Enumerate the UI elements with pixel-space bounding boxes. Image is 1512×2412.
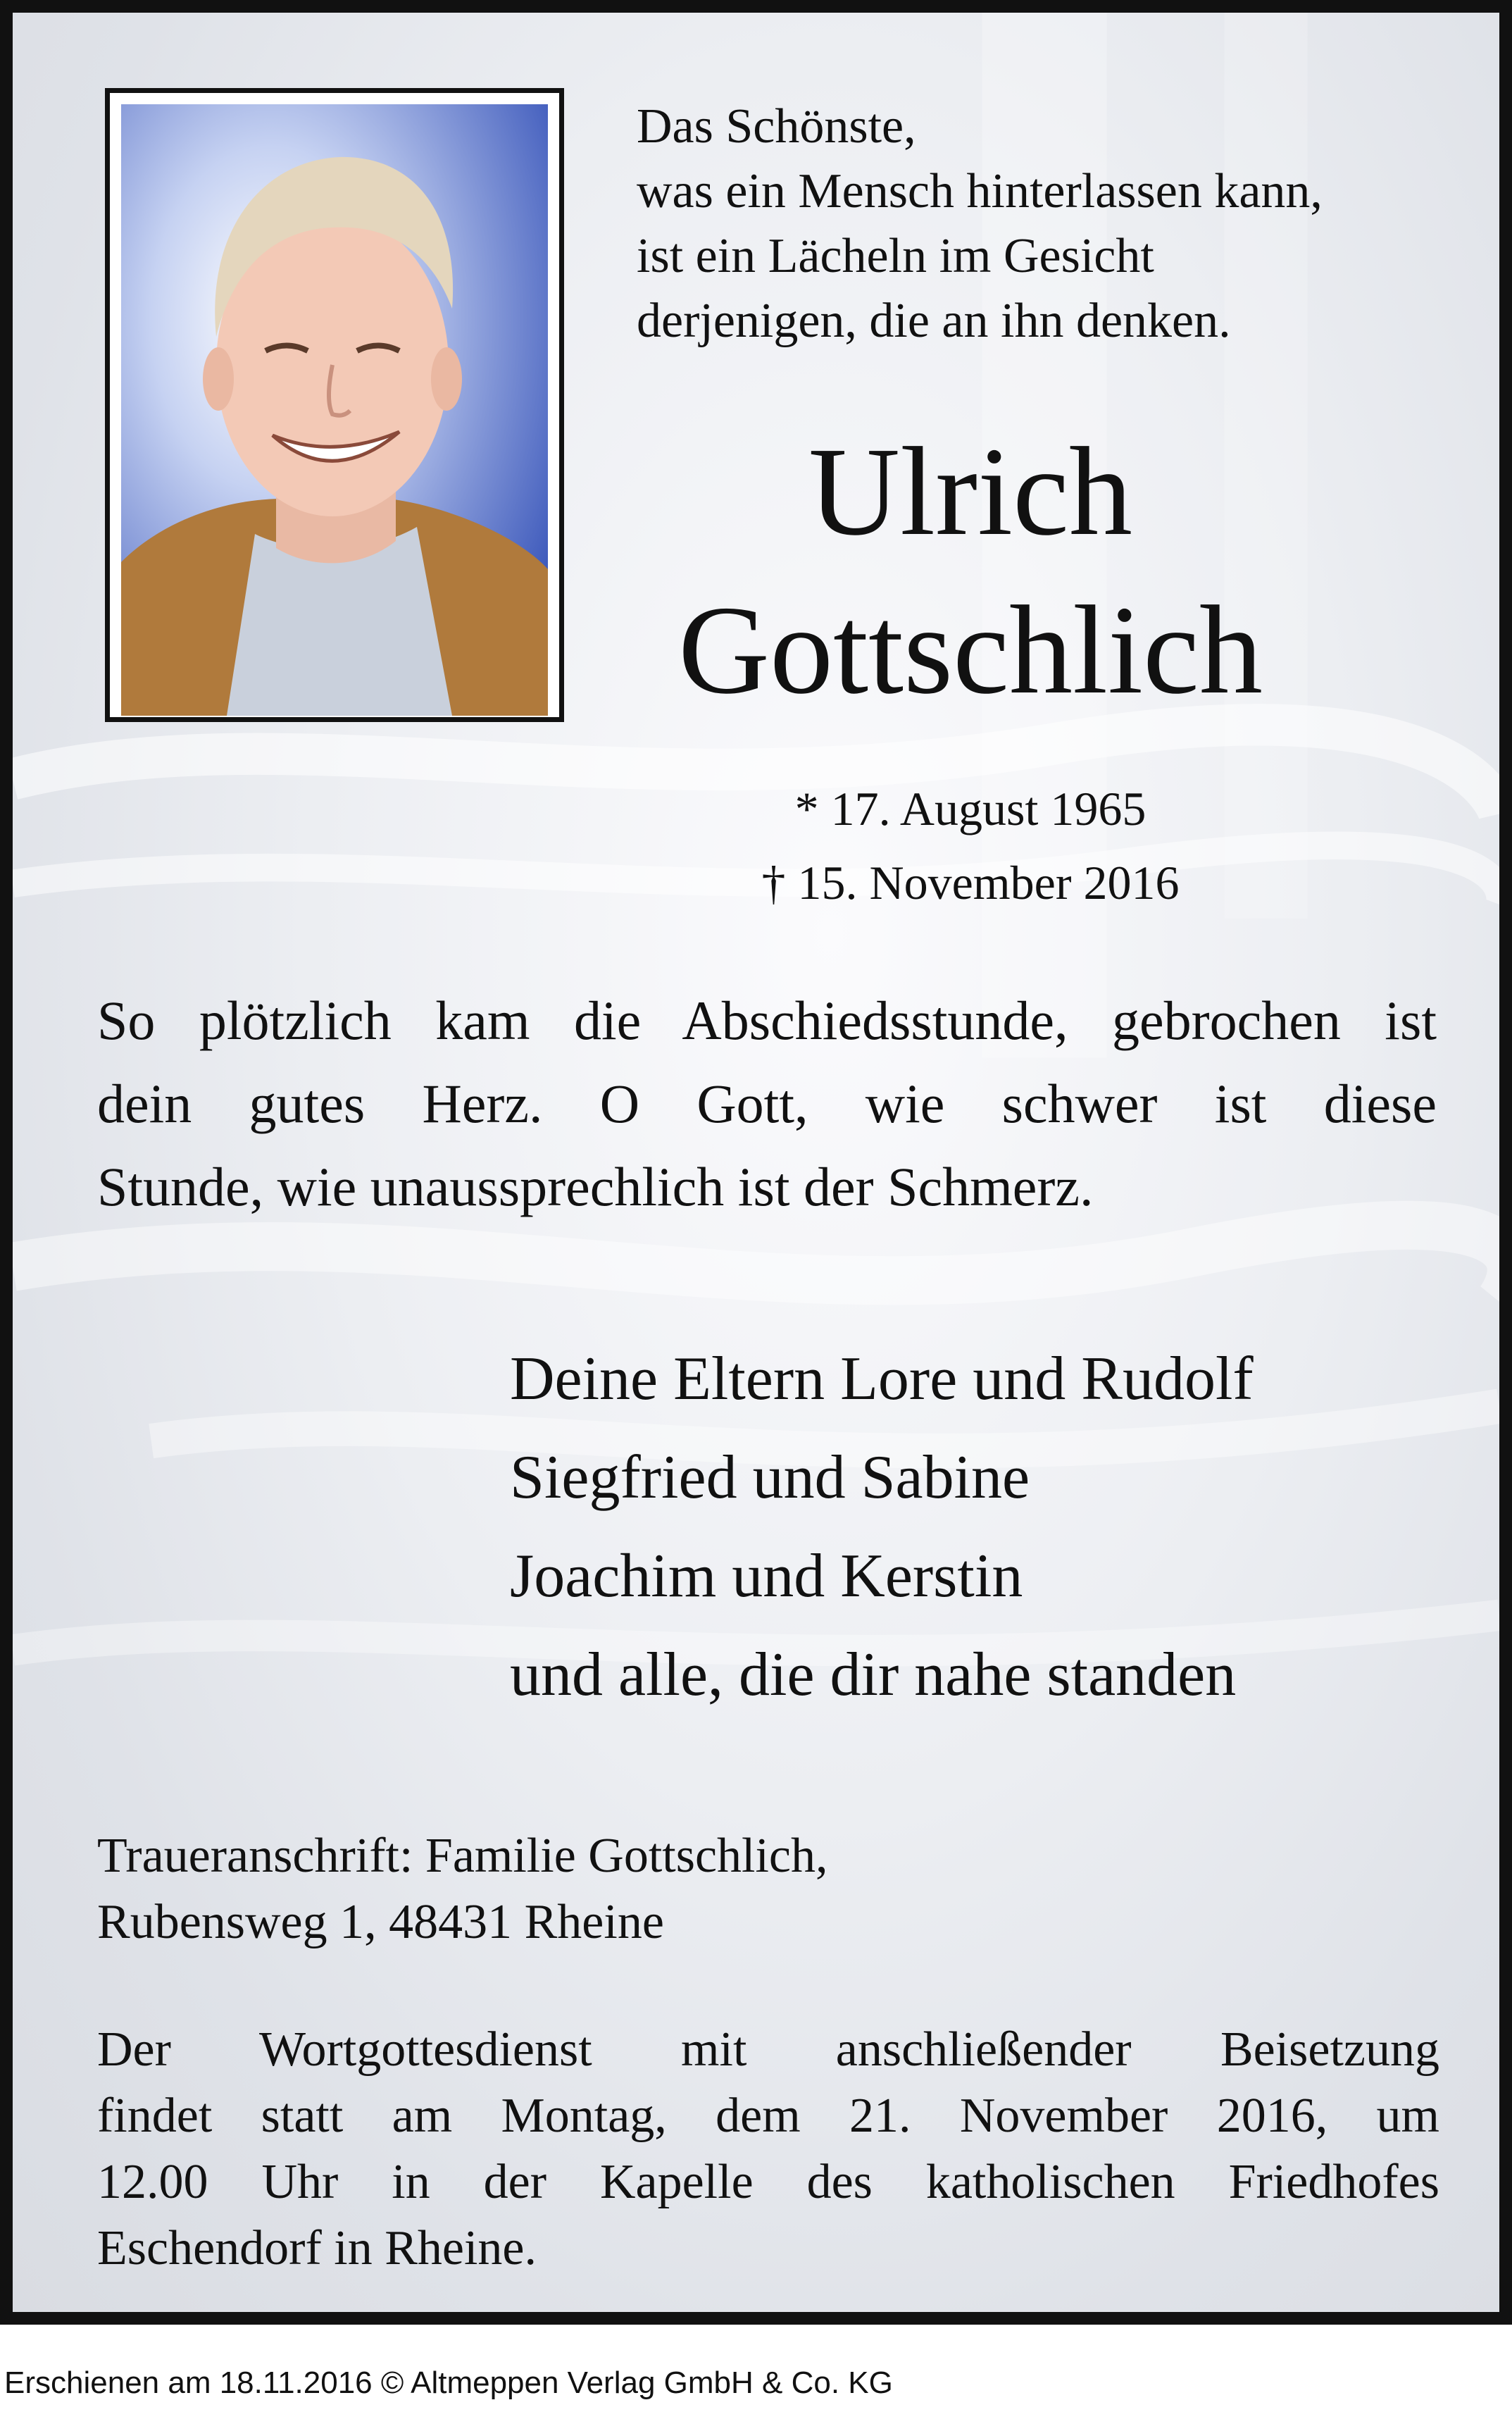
mourner-line: Deine Eltern Lore und Rudolf <box>510 1345 1254 1413</box>
portrait-photo-frame <box>105 88 564 722</box>
address-line: Rubensweg 1, 48431 Rheine <box>97 1895 664 1949</box>
mourning-address <box>97 1823 1154 1956</box>
verse-line: dein gutes Herz. O Gott, wie schwer ist diese <box>97 1073 1437 1134</box>
deceased-first-name: Ulrich <box>808 421 1132 561</box>
birth-date: * 17. August 1965 <box>794 782 1147 835</box>
verse-line: So plötzlich kam die Abschiedsstunde, gebrochen ist <box>97 990 1437 1051</box>
mourner-line: Siegfried und Sabine <box>510 1443 1030 1512</box>
poem-line: was ein Mensch hinterlassen kann, <box>637 164 1323 218</box>
mourners-list <box>510 1330 1439 1724</box>
death-date: † 15. November 2016 <box>761 856 1180 909</box>
memorial-poem <box>637 94 1468 354</box>
verse-line: Stunde, wie unaussprechlich ist der Schmerz. <box>97 1156 1094 1217</box>
deceased-last-name: Gottschlich <box>678 580 1263 720</box>
funeral-service-notice <box>97 2017 1439 2282</box>
service-line: Der Wortgottesdienst mit anschließender Beisetzung <box>97 2022 1439 2077</box>
poem-line: ist ein Lächeln im Gesicht <box>637 229 1154 283</box>
mourner-line: Joachim und Kerstin <box>510 1542 1023 1610</box>
portrait-photo <box>121 104 548 716</box>
address-line: Traueranschrift: Familie Gottschlich, <box>97 1829 828 1883</box>
service-line: 12.00 Uhr in der Kapelle des katholischen Friedhofes <box>97 2155 1439 2209</box>
mourner-line: und alle, die dir nahe standen <box>510 1641 1237 1709</box>
poem-line: Das Schönste, <box>637 99 916 154</box>
poem-line: derjenigen, die an ihn denken. <box>637 294 1231 348</box>
publication-footer: Erschienen am 18.11.2016 © Altmeppen Verlag GmbH & Co. KG <box>4 2366 893 2400</box>
service-line: findet statt am Montag, dem 21. November 2016, um <box>97 2089 1439 2143</box>
service-line: Eschendorf in Rheine. <box>97 2221 537 2275</box>
mourning-verse <box>97 979 1437 1229</box>
